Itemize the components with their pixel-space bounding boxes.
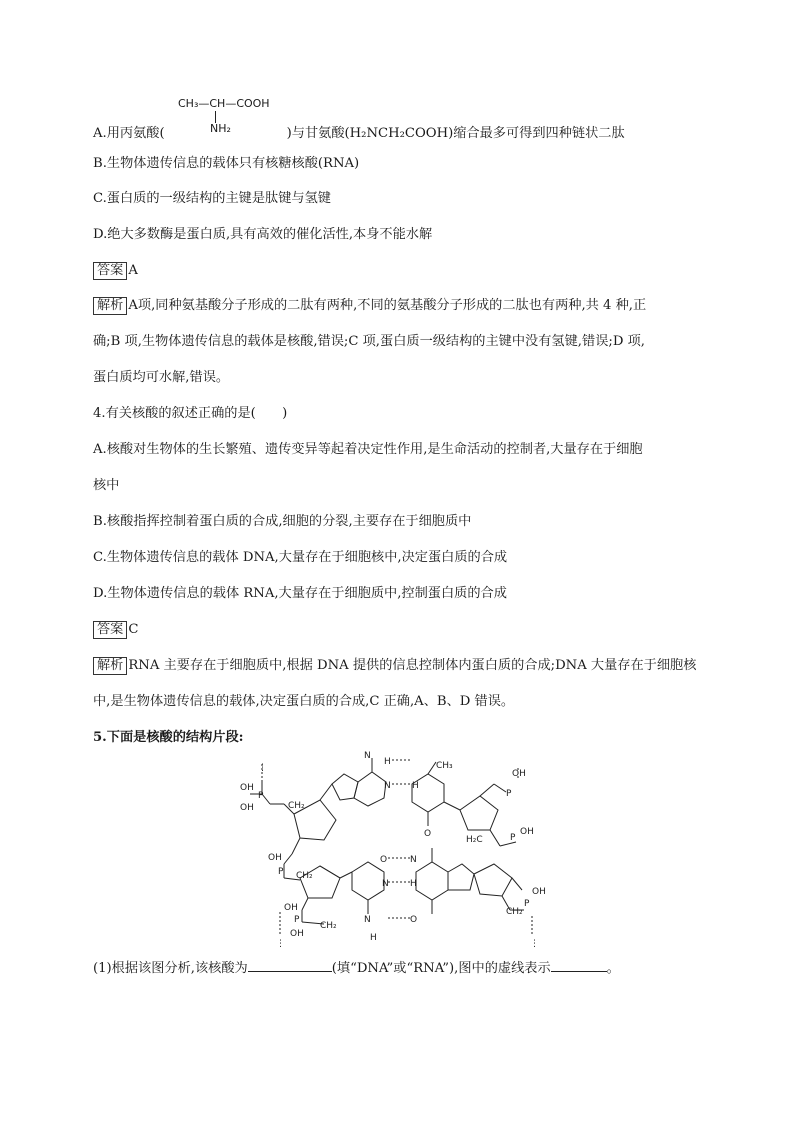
q3-option-a — [93, 125, 625, 143]
q4-answer-value: C — [128, 622, 139, 637]
q3-answer — [93, 262, 138, 280]
q3-analysis-line-1 — [93, 297, 646, 315]
answer-tag: 答案 — [93, 621, 127, 639]
structure-oh: OH — [268, 853, 282, 863]
structure-h2c: H₂C — [466, 835, 483, 845]
alanine-formula-top: CH₃—CH—COOH — [178, 97, 270, 110]
structure-h: H — [384, 757, 391, 767]
structure-o: O — [380, 855, 388, 865]
structure-dots: ⋮ — [530, 939, 539, 949]
q3-answer-value: A — [128, 263, 138, 278]
structure-p: P — [506, 789, 512, 799]
q3-analysis-line-3: 蛋白质均可水解,错误。 — [93, 370, 230, 385]
answer-tag: 答案 — [93, 262, 127, 280]
q5-sub1-text-b: (填“DNA”或“RNA”),图中的虚线表示 — [331, 961, 551, 976]
q3-option-c: C.蛋白质的一级结构的主键是肽键与氢键 — [93, 191, 331, 206]
structure-o: O — [424, 829, 432, 839]
structure-p: P — [510, 833, 516, 843]
structure-oh: OH — [290, 929, 304, 939]
structure-oh: OH — [532, 887, 546, 897]
structure-oh: OH — [240, 783, 254, 793]
alanine-formula-bottom: NH₂ — [210, 122, 231, 135]
structure-n: N — [384, 781, 391, 791]
q4-option-a-line-2: 核中 — [93, 478, 120, 493]
q3-option-a-suffix: )与甘氨酸(H₂NCH₂COOH)缩合最多可得到四种链状二肽 — [286, 126, 625, 141]
q4-option-a-line-1: A.核酸对生物体的生长繁殖、遗传变异等起着决定性作用,是生命活动的控制者,大量存在于细胞 — [93, 442, 643, 457]
structure-p: P — [294, 915, 300, 925]
q4-option-d: D.生物体遗传信息的载体 RNA,大量存在于细胞质中,控制蛋白质的合成 — [93, 586, 507, 601]
structure-n: N — [382, 879, 389, 889]
answer-blank-1[interactable] — [248, 958, 332, 972]
q4-stem: 4.有关核酸的叙述正确的是( ) — [93, 406, 288, 421]
structure-oh: OH — [520, 827, 534, 837]
q3-option-a-prefix: A.用丙氨酸( — [93, 126, 165, 141]
structure-h: H — [370, 933, 377, 943]
q3-option-b: B.生物体遗传信息的载体只有核糖核酸(RNA) — [93, 156, 360, 171]
structure-h: H — [412, 781, 419, 791]
q5-sub1-text-c: 。 — [606, 961, 620, 976]
q4-analysis-line-2: 中,是生物体遗传信息的载体,决定蛋白质的合成,C 正确,A、B、D 错误。 — [93, 694, 515, 709]
structure-ch2: CH₂ — [506, 907, 523, 917]
q3-option-d: D.绝大多数酶是蛋白质,具有高效的催化活性,本身不能水解 — [93, 227, 433, 242]
structure-ch2: CH₂ — [288, 801, 305, 811]
structure-dots: ⋮ — [258, 763, 267, 773]
q4-option-c: C.生物体遗传信息的载体 DNA,大量存在于细胞核中,决定蛋白质的合成 — [93, 550, 508, 565]
structure-ch2: CH₂ — [320, 921, 337, 931]
q4-analysis-text-1: RNA 主要存在于细胞质中,根据 DNA 提供的信息控制体内蛋白质的合成;DNA 大量存在于细胞核 — [128, 658, 697, 673]
nucleic-acid-structure-diagram — [240, 751, 560, 950]
q4-analysis-line-1 — [93, 657, 696, 675]
structure-n: N — [410, 855, 417, 865]
q5-subquestion-1 — [93, 958, 620, 978]
structure-p: P — [278, 867, 284, 877]
structure-dots: ⋮ — [276, 939, 285, 949]
q4-answer — [93, 621, 138, 639]
answer-blank-2[interactable] — [551, 958, 607, 972]
structure-n: N — [364, 915, 371, 925]
structure-o: O — [410, 915, 418, 925]
analysis-tag: 解析 — [93, 297, 127, 315]
structure-n: N — [364, 751, 371, 761]
q3-analysis-line-2: 确;B 项,生物体遗传信息的载体是核酸,错误;C 项,蛋白质一级结构的主键中没有氢键,错误;D 项, — [93, 334, 645, 349]
structure-p: P — [524, 899, 530, 909]
structure-p: P — [258, 791, 264, 801]
q4-option-b: B.核酸指挥控制着蛋白质的合成,细胞的分裂,主要存在于细胞质中 — [93, 514, 472, 529]
q5-stem: 5.下面是核酸的结构片段: — [93, 730, 244, 745]
structure-ch2: CH₂ — [296, 871, 313, 881]
structure-oh: OH — [240, 803, 254, 813]
structure-h: H — [410, 879, 417, 889]
structure-oh: OH — [284, 903, 298, 913]
structure-oh: OH — [512, 769, 526, 779]
analysis-tag: 解析 — [93, 657, 127, 675]
q3-analysis-text-1: A项,同种氨基酸分子形成的二肽有两种,不同的氨基酸分子形成的二肽也有两种,共 4 种,正 — [128, 298, 647, 313]
q5-sub1-text-a: (1)根据该图分析,该核酸为 — [93, 961, 248, 976]
structure-ch3: CH₃ — [436, 761, 453, 771]
